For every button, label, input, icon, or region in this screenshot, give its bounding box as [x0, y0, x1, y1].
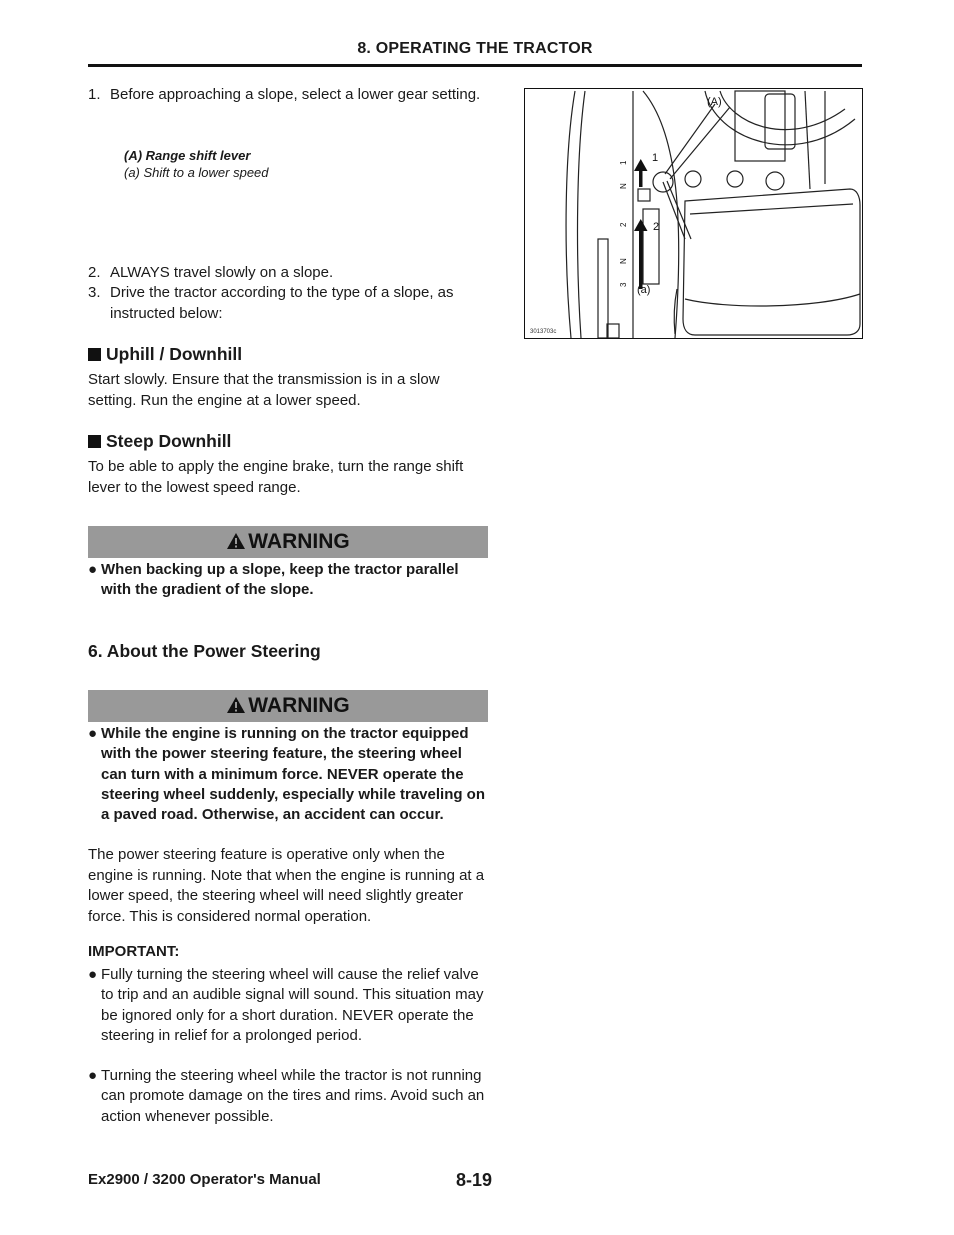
- header-rule: [88, 64, 862, 67]
- page-header-title: 8. OPERATING THE TRACTOR: [357, 40, 593, 57]
- warning-label: WARNING: [248, 530, 350, 553]
- warning-2-text: While the engine is running on the tractor equipped with the power steering feature, the steering wheel can turn with a minimum force. NEVER operate the steering wheel suddenly, especially while traveling on a paved road. Otherwise, an accident can occur.: [101, 725, 486, 824]
- callout-label-2: 2: [653, 221, 660, 233]
- gate-label-N-lower: N: [619, 258, 628, 264]
- important-text-1: Fully turning the steering wheel will cause the relief valve to trip and an audible signal will sound. This situation may be ignored only for a short duration. NEVER operate the steering in relief for a prolonged period.: [101, 966, 484, 1044]
- square-bullet-icon: [88, 435, 101, 448]
- callout-label-a: (a): [637, 284, 651, 296]
- important-text-2: Turning the steering wheel while the tractor is not running can promote damage on the tires and rims. Avoid such an action whenever possible.: [101, 1067, 485, 1125]
- callout-label-1: 1: [652, 152, 659, 164]
- power-steering-body: The power steering feature is operative only when the engine is running. Note that when the engine is running at a lower speed, the steering wheel will need slightly greater force. This is considered normal operation.: [88, 846, 485, 925]
- uphill-heading-text: Uphill / Downhill: [106, 344, 243, 364]
- step-text: ALWAYS travel slowly on a slope.: [110, 264, 334, 281]
- step-item-1: [88, 85, 488, 106]
- footer-manual-title: Ex2900 / 3200 Operator's Manual: [88, 1171, 321, 1188]
- step-number: 2.: [88, 264, 101, 281]
- warning-triangle-icon: [226, 532, 246, 550]
- step-item-2: [88, 263, 488, 284]
- caption-line-1: (A) Range shift lever: [124, 148, 251, 163]
- warning-label: WARNING: [248, 694, 350, 717]
- step-text: Drive the tractor according to the type of a slope, as instructed below:: [110, 284, 454, 322]
- important-bullet-2: [88, 1066, 488, 1127]
- uphill-heading: [88, 344, 242, 365]
- caption-line-2: (a) Shift to a lower speed: [124, 165, 269, 180]
- steep-heading-text: Steep Downhill: [106, 431, 232, 451]
- bullet-dot-icon: ●: [88, 725, 98, 742]
- gate-label-3: 3: [619, 282, 628, 287]
- page-number: 8-19: [456, 1170, 493, 1190]
- step-item-3: [88, 283, 488, 324]
- steep-heading: [88, 431, 231, 452]
- warning-bar-1: [88, 526, 488, 558]
- steep-body: To be able to apply the engine brake, turn the range shift lever to the lowest speed range.: [88, 458, 464, 496]
- warning-2-bullet: [88, 724, 488, 825]
- warning-1-bullet: [88, 560, 488, 601]
- step-number: 1.: [88, 86, 101, 103]
- section-title: 6. About the Power Steering: [88, 641, 321, 661]
- figure-caption: [124, 147, 269, 181]
- warning-1-text: When backing up a slope, keep the tractor parallel with the gradient of the slope.: [101, 561, 459, 599]
- warning-bar-2: [88, 690, 488, 722]
- gate-label-1: 1: [619, 160, 628, 165]
- range-shift-lever-figure: [524, 88, 863, 339]
- square-bullet-icon: [88, 348, 101, 361]
- callout-label-A: (A): [707, 96, 722, 108]
- gate-label-2: 2: [619, 222, 628, 227]
- tractor-lever-illustration: [525, 89, 862, 338]
- important-label: IMPORTANT:: [88, 943, 180, 960]
- bullet-dot-icon: ●: [88, 561, 98, 578]
- figure-code: 3013703c: [530, 329, 557, 335]
- bullet-dot-icon: ●: [88, 1067, 98, 1084]
- gate-label-N-upper: N: [619, 183, 628, 189]
- step-number: 3.: [88, 284, 101, 301]
- warning-triangle-icon: [226, 696, 246, 714]
- step-text: Before approaching a slope, select a lower gear setting.: [110, 86, 481, 103]
- uphill-body: Start slowly. Ensure that the transmission is in a slow setting. Run the engine at a lower speed.: [88, 371, 440, 409]
- bullet-dot-icon: ●: [88, 966, 98, 983]
- important-bullet-1: [88, 965, 488, 1046]
